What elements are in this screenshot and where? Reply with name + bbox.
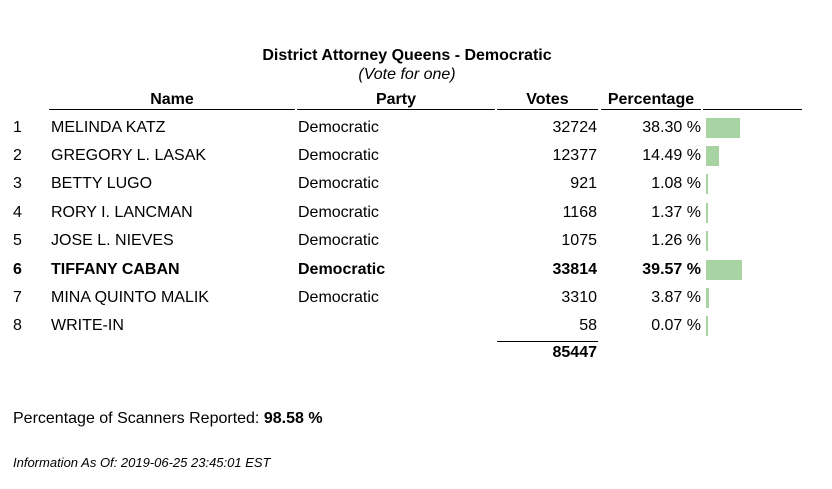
candidate-votes: 12377	[552, 147, 597, 164]
candidate-votes: 1168	[562, 204, 597, 221]
header-name: Name	[49, 91, 295, 110]
candidate-votes: 1075	[561, 232, 597, 249]
header-party: Party	[297, 91, 495, 110]
candidate-votes: 58	[579, 317, 597, 334]
candidate-percentage: 0.07 %	[651, 317, 701, 334]
percentage-bar-track	[706, 231, 806, 251]
total-votes: 85447	[552, 344, 597, 361]
row-number: 5	[13, 232, 22, 249]
row-number: 7	[13, 289, 22, 306]
table-row	[0, 119, 832, 147]
scanners-value: 98.58 %	[263, 410, 323, 427]
candidate-votes: 3310	[561, 289, 597, 306]
percentage-bar	[706, 118, 740, 138]
percentage-bar-track	[706, 118, 806, 138]
percentage-bar	[706, 174, 708, 194]
table-row	[0, 175, 832, 203]
percentage-bar	[706, 260, 742, 280]
total-divider	[497, 341, 598, 342]
candidate-percentage: 1.08 %	[651, 175, 701, 192]
candidate-party: Democratic	[298, 289, 379, 306]
table-row	[0, 204, 832, 232]
row-number: 1	[13, 119, 22, 136]
candidate-percentage: 1.26 %	[651, 232, 701, 249]
candidate-name: WRITE-IN	[51, 317, 124, 334]
candidate-name: MELINDA KATZ	[51, 119, 166, 136]
table-row	[0, 147, 832, 175]
info-timestamp: Information As Of: 2019-06-25 23:45:01 EST	[13, 455, 271, 470]
percentage-bar	[706, 146, 719, 166]
candidate-name: JOSE L. NIEVES	[51, 232, 174, 249]
percentage-bar	[706, 316, 708, 336]
candidate-percentage: 3.87 %	[651, 289, 701, 306]
row-number: 2	[13, 147, 22, 164]
candidate-party: Democratic	[298, 175, 379, 192]
candidate-name: TIFFANY CABAN	[51, 261, 180, 278]
table-row	[0, 232, 832, 260]
percentage-bar-track	[706, 288, 806, 308]
table-row	[0, 261, 832, 289]
race-subtitle: (Vote for one)	[358, 66, 456, 83]
row-number: 3	[13, 175, 22, 192]
candidate-votes: 921	[570, 175, 597, 192]
table-row	[0, 289, 832, 317]
candidate-percentage: 39.57 %	[642, 261, 701, 278]
race-title: District Attorney Queens - Democratic	[262, 47, 552, 64]
header-percentage: Percentage	[601, 91, 701, 110]
header-votes: Votes	[497, 91, 598, 110]
percentage-bar-track	[706, 316, 806, 336]
header-bar	[703, 91, 802, 110]
candidate-party: Democratic	[298, 204, 379, 221]
candidate-name: GREGORY L. LASAK	[51, 147, 207, 164]
percentage-bar-track	[706, 203, 806, 223]
candidate-name: MINA QUINTO MALIK	[51, 289, 209, 306]
candidate-percentage: 38.30 %	[642, 119, 701, 136]
candidate-percentage: 14.49 %	[642, 147, 701, 164]
candidate-name: RORY I. LANCMAN	[51, 204, 193, 221]
percentage-bar-track	[706, 146, 806, 166]
candidate-name: BETTY LUGO	[51, 175, 153, 192]
row-number: 8	[13, 317, 22, 334]
percentage-bar	[706, 288, 709, 308]
candidate-votes: 32724	[552, 119, 597, 136]
percentage-bar-track	[706, 260, 806, 280]
candidate-party: Democratic	[298, 232, 379, 249]
row-number: 6	[13, 261, 22, 278]
candidate-votes: 33814	[552, 261, 597, 278]
candidate-percentage: 1.37 %	[651, 204, 701, 221]
row-number: 4	[13, 204, 22, 221]
candidate-party: Democratic	[298, 147, 379, 164]
percentage-bar	[706, 231, 708, 251]
table-row	[0, 317, 832, 345]
candidate-party: Democratic	[298, 119, 379, 136]
percentage-bar-track	[706, 174, 806, 194]
percentage-bar	[706, 203, 708, 223]
scanners-reported	[13, 410, 323, 428]
scanners-label: Percentage of Scanners Reported:	[13, 410, 260, 427]
candidate-party: Democratic	[298, 261, 386, 278]
